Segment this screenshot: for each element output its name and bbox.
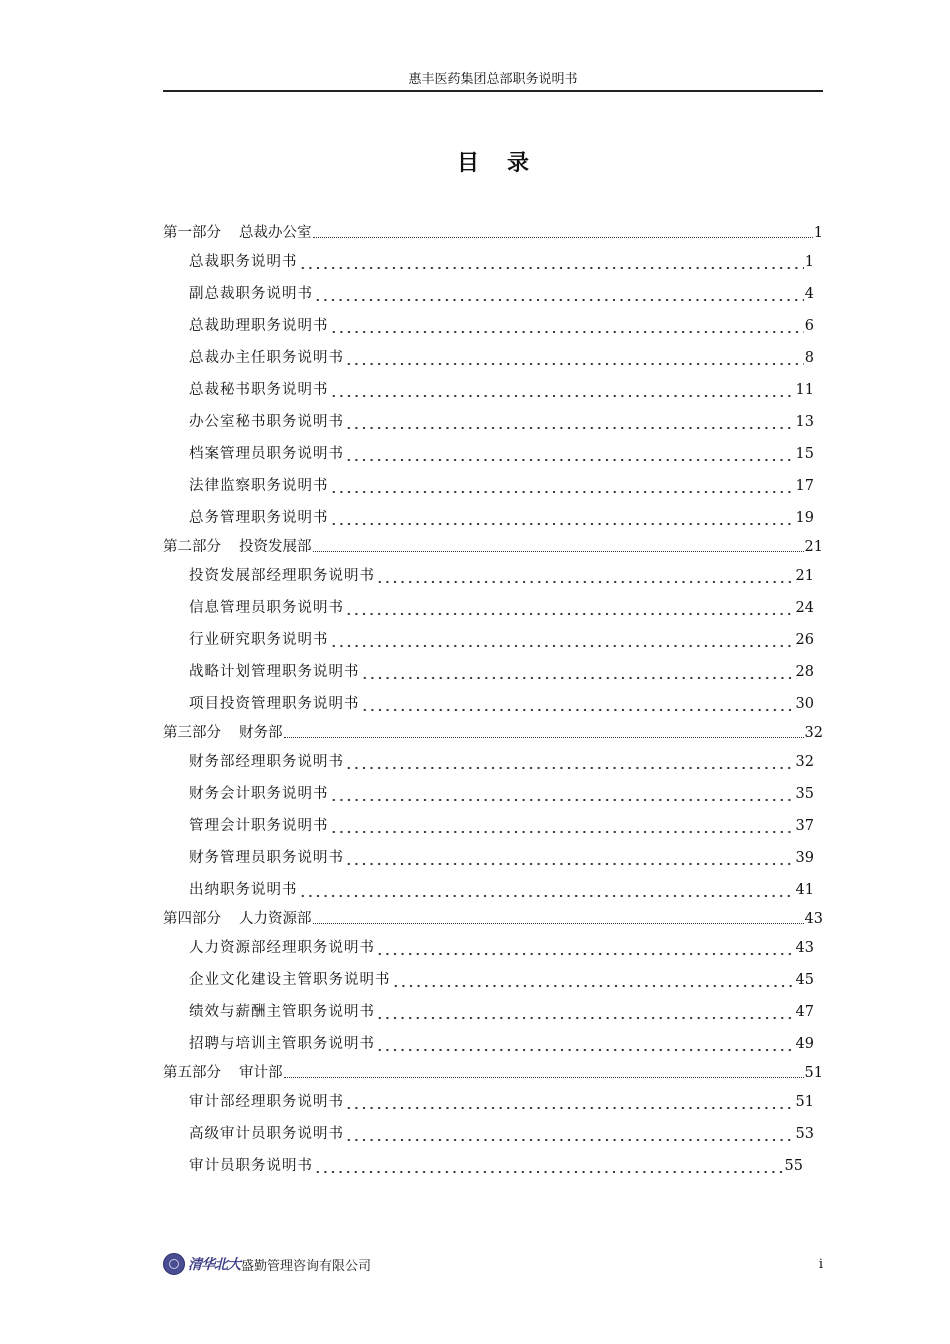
toc-item-label: 办公室秘书职务说明书 xyxy=(189,414,344,430)
toc-page-number: 13 xyxy=(795,414,814,430)
company-name: 盛勤管理咨询有限公司 xyxy=(241,1258,372,1274)
toc-item-label: 战略计划管理职务说明书 xyxy=(189,664,360,680)
toc-item-entry[interactable] xyxy=(163,1086,814,1118)
dot-leader xyxy=(314,291,804,301)
dot-leader xyxy=(345,355,804,365)
dot-leader xyxy=(299,887,795,897)
dot-leader xyxy=(330,791,795,801)
dot-leader xyxy=(299,259,804,269)
toc-item-entry[interactable] xyxy=(163,624,814,656)
toc-item-label: 档案管理员职务说明书 xyxy=(189,446,344,462)
toc-part-name: 投资发展部 xyxy=(239,539,312,555)
toc-page-number: 43 xyxy=(795,940,814,956)
seal-icon xyxy=(163,1253,185,1275)
toc-part-number: 第四部分 xyxy=(163,911,221,927)
toc-page-number: 51 xyxy=(804,1065,823,1081)
logo-script-text: 清华北大 xyxy=(188,1257,240,1273)
toc-item-label: 出纳职务说明书 xyxy=(189,882,298,898)
toc-item-entry[interactable] xyxy=(163,964,814,996)
toc-part-entry[interactable] xyxy=(163,220,823,246)
toc-page-number: 8 xyxy=(804,350,814,366)
toc-item-label: 财务会计职务说明书 xyxy=(189,786,329,802)
toc-page-number: 39 xyxy=(795,850,814,866)
dot-leader xyxy=(330,483,795,493)
dot-leader xyxy=(284,1068,804,1078)
dot-leader xyxy=(314,1163,784,1173)
toc-page-number: 47 xyxy=(795,1004,814,1020)
dot-leader xyxy=(345,1131,795,1141)
toc-item-label: 行业研究职务说明书 xyxy=(189,632,329,648)
toc-item-label: 项目投资管理职务说明书 xyxy=(189,696,360,712)
dot-leader xyxy=(345,759,795,769)
toc-item-entry[interactable] xyxy=(163,406,814,438)
toc-item-entry[interactable] xyxy=(163,1150,803,1182)
toc-part-label xyxy=(163,906,312,932)
toc-part-name: 审计部 xyxy=(239,1065,283,1081)
toc-page-number: 28 xyxy=(795,664,814,680)
toc-item-label: 财务管理员职务说明书 xyxy=(189,850,344,866)
toc-item-label: 总裁助理职务说明书 xyxy=(189,318,329,334)
dot-leader xyxy=(330,637,795,647)
toc-item-label: 信息管理员职务说明书 xyxy=(189,600,344,616)
toc-page-number: 43 xyxy=(804,911,823,927)
dot-leader xyxy=(313,542,804,552)
toc-page-number: 26 xyxy=(795,632,814,648)
toc-part-number: 第五部分 xyxy=(163,1065,221,1081)
toc-part-entry[interactable] xyxy=(163,906,823,932)
toc-item-label: 高级审计员职务说明书 xyxy=(189,1126,344,1142)
dot-leader xyxy=(330,387,795,397)
toc-item-entry[interactable] xyxy=(163,438,814,470)
toc-item-label: 财务部经理职务说明书 xyxy=(189,754,344,770)
toc-page-number: 37 xyxy=(795,818,814,834)
toc-page-number: 21 xyxy=(795,568,814,584)
toc-part-label xyxy=(163,220,312,246)
toc-part-label xyxy=(163,1060,283,1086)
toc-item-entry[interactable] xyxy=(163,746,814,778)
page-number: i xyxy=(818,1256,823,1272)
toc-item-entry[interactable] xyxy=(163,310,814,342)
toc-page-number: 1 xyxy=(813,225,823,241)
toc-page-number: 55 xyxy=(784,1158,803,1174)
toc-part-name: 人力资源部 xyxy=(239,911,312,927)
dot-leader xyxy=(376,573,795,583)
dot-leader xyxy=(392,977,795,987)
toc-page-number: 32 xyxy=(795,754,814,770)
toc-item-label: 审计员职务说明书 xyxy=(189,1158,313,1174)
page-footer xyxy=(163,1252,823,1276)
toc-item-label: 人力资源部经理职务说明书 xyxy=(189,940,375,956)
toc-item-label: 审计部经理职务说明书 xyxy=(189,1094,344,1110)
toc-item-entry[interactable] xyxy=(163,842,814,874)
dot-leader xyxy=(330,515,795,525)
toc-page-number: 17 xyxy=(795,478,814,494)
toc-page-number: 35 xyxy=(795,786,814,802)
dot-leader xyxy=(313,914,804,924)
toc-item-entry[interactable] xyxy=(163,1118,814,1150)
dot-leader xyxy=(361,701,795,711)
toc-item-entry[interactable] xyxy=(163,560,814,592)
header-rule xyxy=(163,90,823,92)
toc-item-label: 副总裁职务说明书 xyxy=(189,286,313,302)
toc-part-number: 第一部分 xyxy=(163,225,221,241)
toc-page-number: 41 xyxy=(795,882,814,898)
toc-part-label xyxy=(163,534,312,560)
toc-page-number: 45 xyxy=(795,972,814,988)
toc-part-name: 财务部 xyxy=(239,725,283,741)
dot-leader xyxy=(376,1041,795,1051)
toc-part-entry[interactable] xyxy=(163,720,823,746)
toc-page-number: 19 xyxy=(795,510,814,526)
toc-page-number: 1 xyxy=(804,254,814,270)
toc-page-number: 4 xyxy=(804,286,814,302)
toc-part-number: 第二部分 xyxy=(163,539,221,555)
toc-page-number: 6 xyxy=(804,318,814,334)
toc-item-label: 总裁办主任职务说明书 xyxy=(189,350,344,366)
dot-leader xyxy=(345,605,795,615)
dot-leader xyxy=(361,669,795,679)
dot-leader xyxy=(330,323,804,333)
toc-item-label: 总裁秘书职务说明书 xyxy=(189,382,329,398)
toc-part-name: 总裁办公室 xyxy=(239,225,312,241)
toc-page-number: 21 xyxy=(804,539,823,555)
dot-leader xyxy=(284,728,804,738)
toc-item-entry[interactable] xyxy=(163,778,814,810)
dot-leader xyxy=(330,823,795,833)
toc-item-entry[interactable] xyxy=(163,246,814,278)
toc-heading: 目录 xyxy=(456,151,557,176)
toc-item-entry[interactable] xyxy=(163,278,814,310)
toc-item-entry[interactable] xyxy=(163,342,814,374)
toc-page-number: 15 xyxy=(795,446,814,462)
toc-item-label: 总裁职务说明书 xyxy=(189,254,298,270)
toc-item-entry[interactable] xyxy=(163,932,814,964)
toc-item-entry[interactable] xyxy=(163,874,814,906)
toc-part-number: 第三部分 xyxy=(163,725,221,741)
dot-leader xyxy=(345,855,795,865)
running-header: 惠丰医药集团总部职务说明书 xyxy=(408,72,578,87)
toc-item-label: 招聘与培训主管职务说明书 xyxy=(189,1036,375,1052)
toc-item-label: 法律监察职务说明书 xyxy=(189,478,329,494)
toc-item-entry[interactable] xyxy=(163,656,814,688)
dot-leader xyxy=(376,1009,795,1019)
toc-part-label xyxy=(163,720,283,746)
toc-item-entry[interactable] xyxy=(163,374,814,406)
dot-leader xyxy=(345,419,795,429)
toc-part-entry[interactable] xyxy=(163,534,823,560)
toc-page-number: 30 xyxy=(795,696,814,712)
toc-item-label: 投资发展部经理职务说明书 xyxy=(189,568,375,584)
toc-item-entry[interactable] xyxy=(163,592,814,624)
toc-item-entry[interactable] xyxy=(163,1028,814,1060)
toc-item-entry[interactable] xyxy=(163,996,814,1028)
toc-page-number: 53 xyxy=(795,1126,814,1142)
toc-page-number: 24 xyxy=(795,600,814,616)
dot-leader xyxy=(376,945,795,955)
dot-leader xyxy=(345,1099,795,1109)
toc-page-number: 11 xyxy=(795,382,814,398)
toc-page-number: 51 xyxy=(795,1094,814,1110)
toc-item-entry[interactable] xyxy=(163,688,814,720)
toc-item-label: 总务管理职务说明书 xyxy=(189,510,329,526)
dot-leader xyxy=(345,451,795,461)
toc-item-label: 企业文化建设主管职务说明书 xyxy=(189,972,391,988)
company-logo xyxy=(163,1252,241,1276)
toc-page-number: 32 xyxy=(804,725,823,741)
toc-item-entry[interactable] xyxy=(163,470,814,502)
toc-page-number: 49 xyxy=(795,1036,814,1052)
toc-item-entry[interactable] xyxy=(163,502,814,534)
toc-item-entry[interactable] xyxy=(163,810,814,842)
toc-item-label: 绩效与薪酬主管职务说明书 xyxy=(189,1004,375,1020)
dot-leader xyxy=(313,228,813,238)
toc-item-label: 管理会计职务说明书 xyxy=(189,818,329,834)
toc-part-entry[interactable] xyxy=(163,1060,823,1086)
table-of-contents xyxy=(163,220,823,1182)
